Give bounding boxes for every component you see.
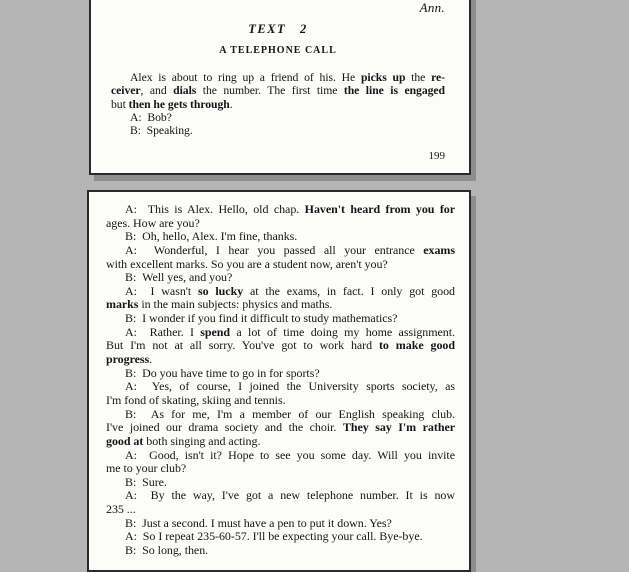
text-line: A: Yes, of course, I joined the University sports society, as	[125, 380, 455, 394]
text-line: A: I wasn't so lucky at the exams, in fact. I only got good	[125, 284, 455, 298]
text-line: A: Wonderful, I hear you passed all your entrance exams	[125, 243, 455, 257]
text-line: B: Oh, hello, Alex. I'm fine, thanks.	[125, 230, 298, 244]
page-top	[89, 0, 471, 175]
text-line: good at both singing and acting.	[106, 434, 261, 448]
dialogue-text	[106, 203, 455, 558]
intro-paragraph	[111, 71, 445, 137]
text-line: ages. How are you?	[106, 216, 200, 230]
text-line: me to your club?	[106, 462, 187, 476]
handwritten-annotation: Ann.	[419, 0, 445, 15]
text-line: B: Sure.	[125, 475, 167, 489]
text-line: ceiver, and dials the number. The first time the line is engaged	[111, 84, 445, 98]
text-line: A: Rather. I spend a lot of time doing my home assignment.	[125, 325, 455, 339]
text-line: B: I wonder if you find it difficult to study mathematics?	[125, 312, 398, 326]
text-subtitle: A TELEPHONE CALL	[219, 45, 337, 56]
text-line: A: Good, isn't it? Hope to see you some day. Will you invite	[125, 448, 455, 462]
text-line: I'm fond of skating, skiing and tennis.	[106, 393, 286, 407]
text-line: but then he gets through.	[111, 97, 233, 111]
text-line: with excellent marks. So you are a student now, aren't you?	[106, 257, 388, 271]
text-line: B: Just a second. I must have a pen to put it down. Yes?	[125, 516, 392, 530]
text-line: marks in the main subjects: physics and maths.	[106, 298, 333, 312]
text-line: B: So long, then.	[125, 544, 209, 558]
text-line: A: So I repeat 235-60-57. I'll be expecting your call. Bye-bye.	[125, 530, 423, 544]
text-line: Alex is about to ring up a friend of his. He picks up the re-	[130, 71, 445, 84]
text-line: B: Well yes, and you?	[125, 271, 233, 285]
text-line: B: Do you have time to go in for sports?	[125, 366, 320, 380]
text-title: TEXT 2	[248, 22, 308, 36]
text-line: B: Speaking.	[130, 124, 193, 138]
page-number: 199	[428, 150, 445, 163]
text-line: 235 ...	[106, 503, 136, 517]
text-line: I've joined our drama society and the choir. They say I'm rather	[106, 421, 455, 435]
text-line: A: This is Alex. Hello, old chap. Haven't heard from you for	[125, 203, 455, 216]
text-line: progress.	[106, 353, 153, 367]
text-line: A: By the way, I've got a new telephone number. It is now	[125, 489, 455, 503]
text-line: A: Bob?	[130, 110, 172, 124]
text-line: B: As for me, I'm a member of our English speaking club.	[125, 407, 455, 421]
text-line: But I'm not at all sorry. You've got to work hard to make good	[106, 339, 455, 353]
page-bottom	[87, 190, 471, 572]
